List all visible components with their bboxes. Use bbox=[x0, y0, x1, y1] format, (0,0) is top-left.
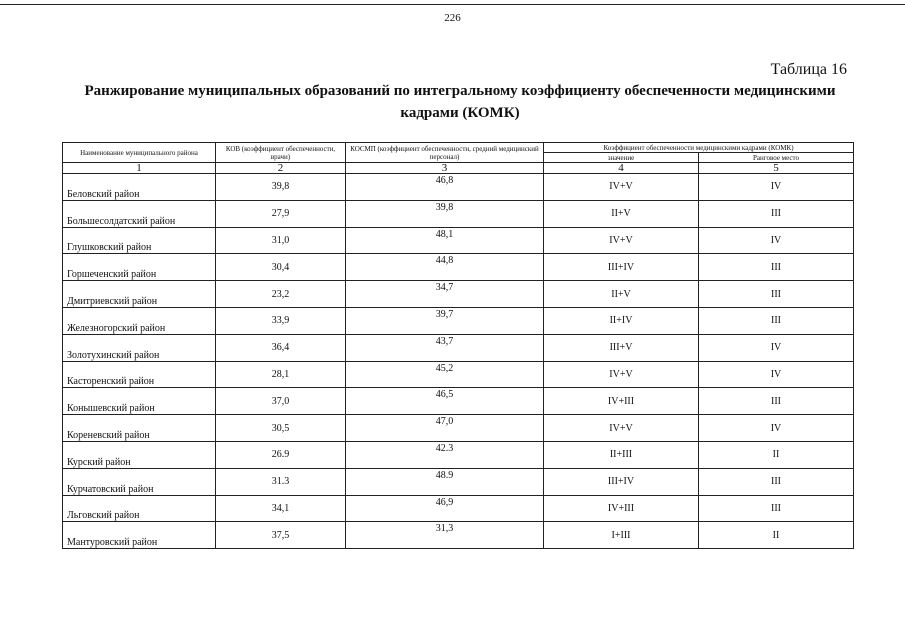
district-name: Дмитриевский район bbox=[63, 281, 216, 308]
table-row bbox=[63, 281, 854, 308]
kosmp-value: 48.9 bbox=[346, 468, 544, 495]
top-rule bbox=[0, 4, 905, 5]
header-kosmp: КОСМП (коэффициент обеспеченности, средний медицинский персонал) bbox=[346, 143, 544, 163]
kov-value: 28,1 bbox=[216, 361, 346, 388]
table-row bbox=[63, 441, 854, 468]
komk-value: II+V bbox=[544, 281, 699, 308]
komk-value: IV+V bbox=[544, 227, 699, 254]
rank-place: III bbox=[699, 307, 854, 334]
header-komk: Коэффициент обеспеченности медицинскими кадрами (КОМК) bbox=[544, 143, 854, 153]
rank-place: II bbox=[699, 441, 854, 468]
table-row bbox=[63, 388, 854, 415]
table-row bbox=[63, 468, 854, 495]
rank-place: III bbox=[699, 388, 854, 415]
kov-value: 26.9 bbox=[216, 441, 346, 468]
komk-value: III+IV bbox=[544, 468, 699, 495]
kov-value: 37,5 bbox=[216, 522, 346, 549]
rank-place: IV bbox=[699, 227, 854, 254]
table-row bbox=[63, 495, 854, 522]
komk-value: II+III bbox=[544, 441, 699, 468]
header-rank: Ранговое место bbox=[699, 153, 854, 163]
kosmp-value: 34,7 bbox=[346, 281, 544, 308]
table-row bbox=[63, 334, 854, 361]
rank-place: III bbox=[699, 468, 854, 495]
kov-value: 33,9 bbox=[216, 307, 346, 334]
rank-place: III bbox=[699, 281, 854, 308]
district-name: Кореневский район bbox=[63, 415, 216, 442]
table-row bbox=[63, 200, 854, 227]
kov-value: 31.3 bbox=[216, 468, 346, 495]
kosmp-value: 46,5 bbox=[346, 388, 544, 415]
komk-value: IV+V bbox=[544, 174, 699, 201]
rank-place: IV bbox=[699, 415, 854, 442]
kosmp-value: 39,7 bbox=[346, 307, 544, 334]
kosmp-value: 46,8 bbox=[346, 174, 544, 201]
komk-value: IV+V bbox=[544, 415, 699, 442]
komk-value: IV+V bbox=[544, 361, 699, 388]
table-label: Таблица 16 bbox=[770, 61, 847, 78]
district-name: Льговский район bbox=[63, 495, 216, 522]
kosmp-value: 48,1 bbox=[346, 227, 544, 254]
kosmp-value: 47,0 bbox=[346, 415, 544, 442]
district-name: Большесолдатский район bbox=[63, 200, 216, 227]
kov-value: 36,4 bbox=[216, 334, 346, 361]
kosmp-value: 39,8 bbox=[346, 200, 544, 227]
column-number: 4 bbox=[544, 163, 699, 174]
kosmp-value: 31,3 bbox=[346, 522, 544, 549]
kov-value: 30,4 bbox=[216, 254, 346, 281]
komk-value: IV+III bbox=[544, 495, 699, 522]
kosmp-value: 43,7 bbox=[346, 334, 544, 361]
table-row bbox=[63, 361, 854, 388]
kov-value: 37,0 bbox=[216, 388, 346, 415]
rank-place: III bbox=[699, 254, 854, 281]
district-name: Курчатовский район bbox=[63, 468, 216, 495]
ranking-table bbox=[62, 142, 854, 549]
table-row bbox=[63, 307, 854, 334]
district-name: Курский район bbox=[63, 441, 216, 468]
rank-place: III bbox=[699, 200, 854, 227]
column-number: 2 bbox=[216, 163, 346, 174]
table-row bbox=[63, 254, 854, 281]
rank-place: II bbox=[699, 522, 854, 549]
komk-value: III+IV bbox=[544, 254, 699, 281]
district-name: Золотухинский район bbox=[63, 334, 216, 361]
district-name: Мантуровский район bbox=[63, 522, 216, 549]
rank-place: IV bbox=[699, 361, 854, 388]
kov-value: 39,8 bbox=[216, 174, 346, 201]
komk-value: IV+III bbox=[544, 388, 699, 415]
kosmp-value: 46,9 bbox=[346, 495, 544, 522]
table-row bbox=[63, 415, 854, 442]
rank-place: IV bbox=[699, 334, 854, 361]
header-value: значение bbox=[544, 153, 699, 163]
table-row bbox=[63, 174, 854, 201]
kosmp-value: 45,2 bbox=[346, 361, 544, 388]
district-name: Глушковский район bbox=[63, 227, 216, 254]
table-row bbox=[63, 227, 854, 254]
rank-place: IV bbox=[699, 174, 854, 201]
header-name: Наименование муниципального района bbox=[63, 143, 216, 163]
komk-value: I+III bbox=[544, 522, 699, 549]
rank-place: III bbox=[699, 495, 854, 522]
district-name: Железногорский район bbox=[63, 307, 216, 334]
district-name: Конышевский район bbox=[63, 388, 216, 415]
page-number: 226 bbox=[444, 12, 461, 24]
kov-value: 34,1 bbox=[216, 495, 346, 522]
column-number: 1 bbox=[63, 163, 216, 174]
kov-value: 31,0 bbox=[216, 227, 346, 254]
komk-value: III+V bbox=[544, 334, 699, 361]
table-row bbox=[63, 522, 854, 549]
kov-value: 23,2 bbox=[216, 281, 346, 308]
komk-value: II+IV bbox=[544, 307, 699, 334]
document-title: Ранжирование муниципальных образований по интегральному коэффициенту обеспеченности медицинскими кадрами (КОМК) bbox=[84, 83, 836, 121]
komk-value: II+V bbox=[544, 200, 699, 227]
column-number: 5 bbox=[699, 163, 854, 174]
kosmp-value: 42.3 bbox=[346, 441, 544, 468]
column-number: 3 bbox=[346, 163, 544, 174]
kov-value: 27,9 bbox=[216, 200, 346, 227]
table-body bbox=[63, 174, 854, 549]
district-name: Горшеченский район bbox=[63, 254, 216, 281]
district-name: Беловский район bbox=[63, 174, 216, 201]
header-kov: КОВ (коэффициент обеспеченности, врачи) bbox=[216, 143, 346, 163]
kosmp-value: 44,8 bbox=[346, 254, 544, 281]
district-name: Касторенский район bbox=[63, 361, 216, 388]
kov-value: 30,5 bbox=[216, 415, 346, 442]
